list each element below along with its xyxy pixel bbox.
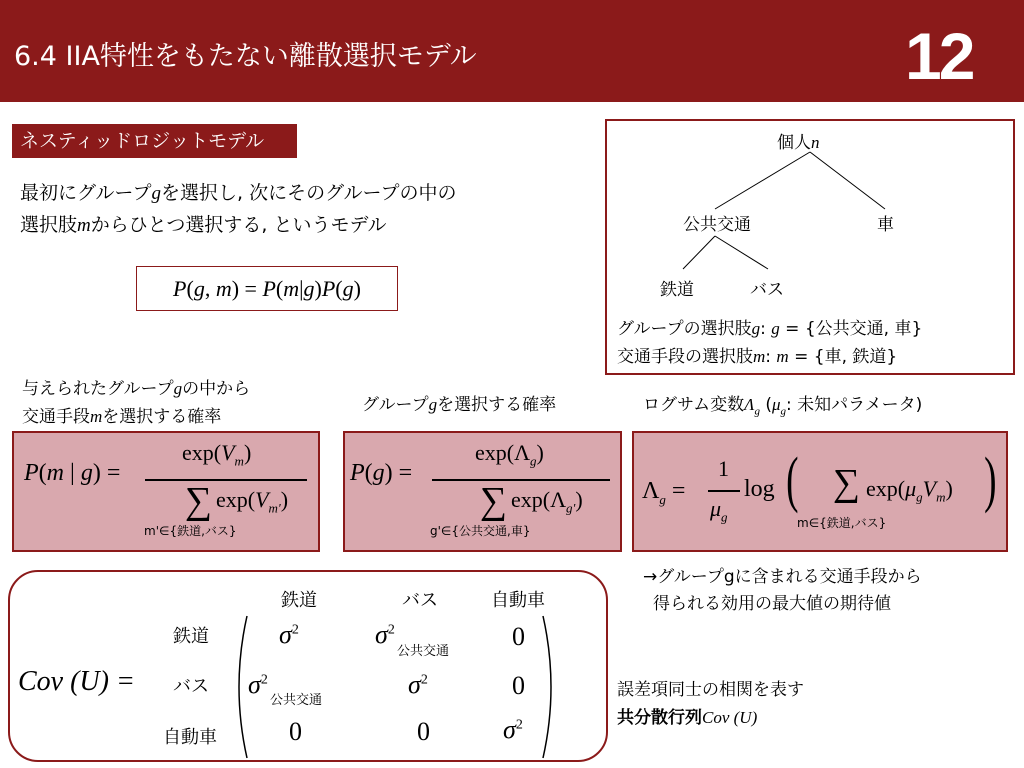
joint-probability-formula: P(g, m) = P(m|g)P(g) xyxy=(136,266,398,311)
f1-fraction-bar xyxy=(145,479,307,481)
cov-cell-33: $\sigma^2$ xyxy=(503,715,523,744)
f3-body: $\exp(\mu_gV_m)$ xyxy=(866,476,953,505)
caption-expected-max-1: →グループgに含まれる交通手段から xyxy=(643,567,922,587)
caption-logsum: ログサム変数$\Lambda_g$ ($\mu_g$: 未知パラメータ) xyxy=(643,395,923,418)
f2-numerator: $\exp(\Lambda_g)$ xyxy=(475,440,544,469)
f3-sum-symbol: ∑ xyxy=(833,462,861,504)
f1-lhs: P(m | g) = xyxy=(24,460,121,486)
cov-col-header-car: 自動車 xyxy=(491,590,545,611)
cov-caption-2: 共分散行列Cov (U) xyxy=(617,708,758,728)
f1-denominator: $\exp(V_{m'})$ xyxy=(216,487,289,516)
intro-line-1 xyxy=(20,178,457,209)
cov-cell-22: $\sigma^2$ xyxy=(408,670,428,699)
intro-text: からひとつ選択する, というモデル xyxy=(90,214,387,236)
var-m: m xyxy=(77,215,91,236)
tree-leaf-bus: バス xyxy=(750,280,784,300)
section-label: ネスティッドロジットモデル xyxy=(12,124,297,158)
cov-cell-12: $\sigma^2$ xyxy=(375,620,395,649)
intro-text: 最初にグループ xyxy=(20,182,152,204)
caption-expected-max-2: 得られる効用の最大値の期待値 xyxy=(653,594,891,614)
slide-title: 6.4 IIA特性をもたない離散選択モデル xyxy=(14,41,477,72)
caption-group-prob: グループgを選択する確率 xyxy=(362,395,557,415)
f2-sum-symbol: ∑ xyxy=(480,480,508,522)
f3-right-paren: ) xyxy=(984,446,997,514)
var-g: g xyxy=(151,183,161,204)
tree-node-car: 車 xyxy=(877,215,894,235)
f2-lhs: P(g) = xyxy=(350,460,413,486)
cov-col-header-bus: バス xyxy=(402,590,438,611)
intro-line-2 xyxy=(20,210,387,241)
cov-cell-23: 0 xyxy=(512,671,525,700)
cov-row-header-car: 自動車 xyxy=(163,727,217,748)
cov-caption-1: 誤差項同士の相関を表す xyxy=(617,680,804,700)
f2-fraction-bar xyxy=(432,479,610,481)
mode-choice-set: 交通手段の選択肢m: m = {車, 鉄道} xyxy=(617,347,898,367)
slide-number: 12 xyxy=(905,19,973,93)
f1-sum-symbol: ∑ xyxy=(185,480,213,522)
f2-denominator: $\exp(\Lambda_{g'})$ xyxy=(511,487,583,516)
cov-row-header-bus: バス xyxy=(173,676,209,697)
cov-cell-11: $\sigma^2$ xyxy=(279,620,299,649)
f3-log: log xyxy=(744,476,775,502)
cov-cell-32: 0 xyxy=(417,717,430,746)
cov-cell-31: 0 xyxy=(289,717,302,746)
cov-row-header-rail: 鉄道 xyxy=(173,626,209,647)
cov-cell-21-sub: 公共交通 xyxy=(270,693,323,708)
cov-cell-13: 0 xyxy=(512,622,525,651)
f3-sum-index: m∈{鉄道,バス} xyxy=(797,516,887,530)
tree-root: 個人n xyxy=(777,133,820,153)
cov-cell-12-sub: 公共交通 xyxy=(397,644,450,659)
intro-text: 選択肢 xyxy=(20,214,78,236)
cov-cell-21: $\sigma^2$ xyxy=(248,670,268,699)
caption-conditional-1: 与えられたグループgの中から xyxy=(22,379,251,399)
cov-col-header-rail: 鉄道 xyxy=(281,590,317,611)
tree-leaf-rail: 鉄道 xyxy=(660,280,694,300)
f3-fraction-bar xyxy=(708,490,740,492)
group-choice-set: グループの選択肢g: g = {公共交通, 車} xyxy=(617,319,923,339)
f1-numerator: $\exp(V_m)$ xyxy=(182,440,252,469)
caption-conditional-2: 交通手段mを選択する確率 xyxy=(22,407,222,427)
f3-left-paren: ( xyxy=(786,446,799,514)
f1-sum-index: m'∈{鉄道,バス} xyxy=(144,524,237,538)
cov-lhs: Cov (U) = xyxy=(18,666,135,697)
f2-sum-index: g'∈{公共交通,車} xyxy=(430,524,531,538)
f3-lhs: $\Lambda_g$ = xyxy=(642,478,686,507)
intro-text: を選択し, 次にそのグループの中の xyxy=(160,182,457,204)
tree-node-public: 公共交通 xyxy=(683,215,751,235)
f3-den: $\mu_g$ xyxy=(710,496,728,525)
f3-num: 1 xyxy=(718,456,729,481)
